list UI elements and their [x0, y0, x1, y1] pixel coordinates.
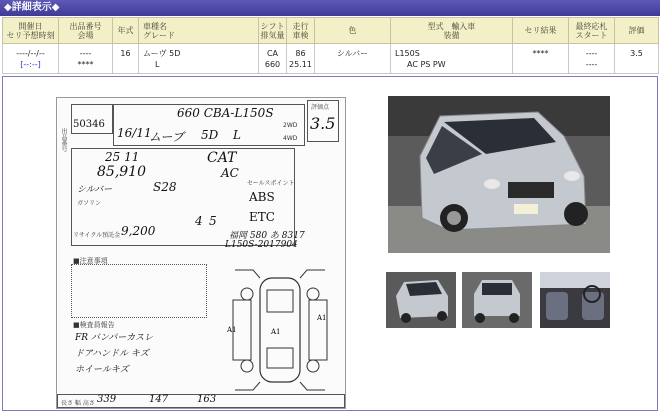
- sheet-fuel: ガソリン: [77, 200, 102, 207]
- svg-text:A1: A1: [317, 314, 327, 322]
- col-year: 年式: [113, 18, 139, 44]
- cell-bid: ---- ----: [569, 44, 615, 74]
- cell-color: シルバー: [315, 44, 391, 74]
- cell-mileage: 86 25.11: [287, 44, 315, 74]
- header-row: [3, 18, 659, 44]
- col-type: 型式 輸入車 装備: [391, 18, 513, 44]
- sheet-inspect-label: ■検査員報告: [73, 321, 115, 329]
- car-photo-illustration: [388, 96, 610, 253]
- sheet-dimensions-label: 長さ 幅 高さ: [61, 400, 95, 407]
- sheet-seats: 4: [195, 214, 203, 228]
- cell-shift: CA 660: [259, 44, 287, 74]
- sheet-grade: L: [233, 128, 241, 142]
- sheet-notes-label: ■注意事項: [73, 257, 108, 265]
- sheet-lot-number: 50346: [73, 119, 105, 130]
- sheet-inspect-note-2: ドアハンドル キズ: [75, 349, 149, 359]
- sheet-model-code: 660 CBA-L150S: [177, 106, 274, 120]
- sheet-doors: 5D: [201, 128, 219, 142]
- sheet-vertical-note: 出品番号: [60, 128, 67, 152]
- thumb-interior-image: [540, 272, 610, 328]
- svg-text:A1: A1: [271, 328, 281, 336]
- col-bid: 最終応札 スタート: [569, 18, 615, 44]
- col-shift: シフト 排気量: [259, 18, 287, 44]
- vehicle-row[interactable]: [3, 44, 659, 74]
- cell-model: ムーヴ 5D L: [139, 44, 259, 74]
- cell-lot: ---- ****: [59, 44, 113, 74]
- col-score: 評価: [615, 18, 659, 44]
- thumb-rear-image: [462, 272, 532, 328]
- sheet-frame-no: L150S-2017904: [225, 240, 298, 250]
- thumbnail-front[interactable]: [386, 272, 456, 328]
- svg-text:A1: A1: [227, 326, 237, 334]
- sheet-price-label: リサイクル預託金: [73, 232, 121, 239]
- cell-year: 16: [113, 44, 139, 74]
- col-lot: 出品番号 会場: [59, 18, 113, 44]
- sheet-year: 16/11: [117, 126, 152, 140]
- cell-type: L150S AC PS PW: [391, 44, 513, 74]
- sheet-score: 3.5: [310, 114, 336, 133]
- sheet-inspect-note-3: ホイールキズ: [75, 365, 129, 375]
- sheet-length: 339: [97, 394, 117, 405]
- notes-area: [71, 264, 207, 318]
- detail-panel: [2, 76, 658, 411]
- auction-sheet-image[interactable]: [56, 97, 346, 409]
- col-color: 色: [315, 18, 391, 44]
- car-damage-diagram: [225, 260, 335, 400]
- sheet-doors-count: 5: [209, 214, 217, 228]
- thumb-front-image: [386, 272, 456, 328]
- sheet-owner: 福岡 580 あ 8317: [229, 231, 305, 241]
- sheet-shift: CAT: [207, 150, 237, 166]
- col-mileage: 走行 車検: [287, 18, 315, 44]
- sheet-inspection: 25 11: [105, 150, 140, 164]
- cell-score: 3.5: [615, 44, 659, 74]
- sheet-drive-4wd: 4WD: [283, 135, 298, 142]
- col-model: 車種名 グレード: [139, 18, 259, 44]
- window-title: ◆詳細表示◆: [0, 0, 660, 16]
- thumbnail-rear[interactable]: [462, 272, 532, 328]
- cell-date: ----/--/-- [--:--]: [3, 44, 59, 74]
- thumbnail-interior[interactable]: [540, 272, 610, 328]
- vehicle-header-table: [2, 17, 659, 74]
- main-photo[interactable]: [388, 96, 610, 253]
- sheet-price: 9,200: [121, 224, 156, 238]
- sheet-height: 163: [197, 394, 217, 405]
- sheet-color: シルバー: [77, 185, 113, 195]
- col-date: 開催日 セリ予想時刻: [3, 18, 59, 44]
- sheet-point-etc: ETC: [249, 210, 275, 224]
- sheet-mileage: 85,910: [97, 164, 146, 180]
- sheet-points-label: セールスポイント: [247, 180, 295, 187]
- sheet-ac: AC: [221, 166, 239, 180]
- col-result: セリ結果: [513, 18, 569, 44]
- sheet-drive-2wd: 2WD: [283, 122, 298, 129]
- sheet-car-name: ムーブ: [149, 130, 184, 144]
- sheet-score-label: 評価点: [311, 104, 330, 111]
- sheet-inspect-note-1: FR バンパーカスレ: [75, 333, 154, 343]
- sheet-width: 147: [149, 394, 169, 405]
- cell-result: ****: [513, 44, 569, 74]
- sheet-color-code: S28: [153, 180, 177, 194]
- sheet-point-abs: ABS: [249, 190, 275, 204]
